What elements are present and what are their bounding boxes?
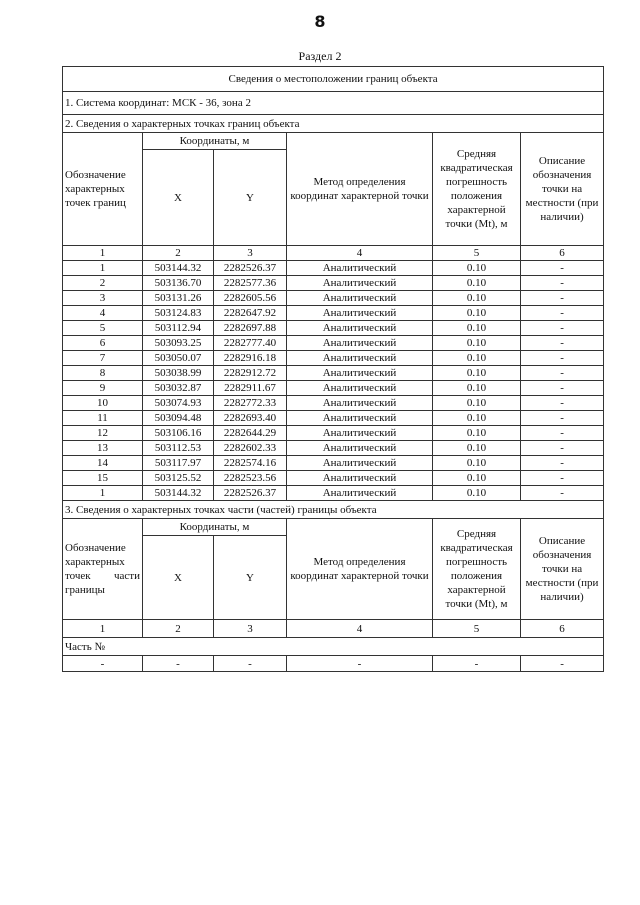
table-row (63, 471, 604, 486)
table-cell: 503144.32 (143, 261, 214, 276)
table-cell: 503074.93 (143, 396, 214, 411)
column-number: 1 (63, 246, 143, 261)
s3-header-error: Средняя квадратическая погрешность положения характерной точки (Mt), м (433, 519, 521, 620)
table-cell: Аналитический (287, 441, 433, 456)
table-cell: 0.10 (433, 321, 521, 336)
section2-title: 2. Сведения о характерных точках границ объекта (63, 115, 604, 133)
s2-header-x: X (143, 150, 214, 246)
table-cell: 9 (63, 381, 143, 396)
table-cell: 2282647.92 (214, 306, 287, 321)
table-cell: 14 (63, 456, 143, 471)
table-cell: Аналитический (287, 381, 433, 396)
table-cell: - (433, 656, 521, 672)
table-row (63, 456, 604, 471)
table-cell: 2282602.33 (214, 441, 287, 456)
table-cell: - (521, 456, 604, 471)
table-cell: 2282526.37 (214, 261, 287, 276)
table-cell: 503131.26 (143, 291, 214, 306)
s3-empty-row (63, 656, 604, 672)
table-row (63, 336, 604, 351)
table-cell: 0.10 (433, 276, 521, 291)
table-cell: 13 (63, 441, 143, 456)
s3-header-description: Описание обозначения точки на местности (при наличии) (521, 519, 604, 620)
table-cell: Аналитический (287, 276, 433, 291)
table-cell: 503125.52 (143, 471, 214, 486)
table-cell: 2 (63, 276, 143, 291)
table-cell: - (521, 441, 604, 456)
column-number: 2 (143, 246, 214, 261)
s2-header-description: Описание обозначения точки на местности (при наличии) (521, 133, 604, 246)
table-row (63, 441, 604, 456)
table-cell: 12 (63, 426, 143, 441)
table-row (63, 291, 604, 306)
table-cell: - (63, 656, 143, 672)
s3-header-x: X (143, 536, 214, 620)
table-cell: 503038.99 (143, 366, 214, 381)
table-cell: 503106.16 (143, 426, 214, 441)
table-cell: 11 (63, 411, 143, 426)
table-cell: 503050.07 (143, 351, 214, 366)
table-cell: 503112.94 (143, 321, 214, 336)
table-cell: - (521, 411, 604, 426)
table-cell: 0.10 (433, 351, 521, 366)
table-row (63, 486, 604, 501)
table-cell: 0.10 (433, 426, 521, 441)
table-cell: - (521, 321, 604, 336)
table-cell: 1 (63, 261, 143, 276)
table-cell: Аналитический (287, 411, 433, 426)
table-cell: Аналитический (287, 261, 433, 276)
table-cell: 2282693.40 (214, 411, 287, 426)
table-cell: 0.10 (433, 486, 521, 501)
table-cell: 3 (63, 291, 143, 306)
table-cell: Аналитический (287, 426, 433, 441)
table-cell: 0.10 (433, 396, 521, 411)
column-number: 6 (521, 620, 604, 638)
table-cell: 2282697.88 (214, 321, 287, 336)
table-cell: Аналитический (287, 291, 433, 306)
table-cell: 5 (63, 321, 143, 336)
column-number: 3 (214, 246, 287, 261)
table-row (63, 396, 604, 411)
table-cell: 2282526.37 (214, 486, 287, 501)
table-cell: 503117.97 (143, 456, 214, 471)
s3-column-numbers (63, 620, 604, 638)
table-cell: 2282577.36 (214, 276, 287, 291)
table-cell: Аналитический (287, 486, 433, 501)
table-cell: 2282523.56 (214, 471, 287, 486)
table-cell: - (521, 276, 604, 291)
table-cell: 2282777.40 (214, 336, 287, 351)
table-row (63, 411, 604, 426)
column-number: 3 (214, 620, 287, 638)
table-cell: - (521, 306, 604, 321)
table-cell: 0.10 (433, 471, 521, 486)
table-cell: Аналитический (287, 366, 433, 381)
table-cell: - (521, 366, 604, 381)
column-number: 1 (63, 620, 143, 638)
table-cell: - (521, 486, 604, 501)
table-cell: Аналитический (287, 351, 433, 366)
table-cell: 2282912.72 (214, 366, 287, 381)
s2-column-numbers (63, 246, 604, 261)
table-cell: 503112.53 (143, 441, 214, 456)
table-cell: 503032.87 (143, 381, 214, 396)
table-cell: Аналитический (287, 456, 433, 471)
table-cell: 8 (63, 366, 143, 381)
table-cell: - (287, 656, 433, 672)
table-cell: 10 (63, 396, 143, 411)
table-cell: 503144.32 (143, 486, 214, 501)
table-cell: - (521, 336, 604, 351)
table-cell: 503094.48 (143, 411, 214, 426)
table-row (63, 321, 604, 336)
section-label: Раздел 2 (298, 49, 342, 63)
table-cell: - (214, 656, 287, 672)
column-number: 6 (521, 246, 604, 261)
table-cell: Аналитический (287, 306, 433, 321)
table-cell: Аналитический (287, 471, 433, 486)
table-cell: 503093.25 (143, 336, 214, 351)
part-label: Часть № (63, 638, 604, 656)
table-row (63, 381, 604, 396)
column-number: 4 (287, 246, 433, 261)
table-cell: Аналитический (287, 321, 433, 336)
column-number: 4 (287, 620, 433, 638)
column-number: 5 (433, 620, 521, 638)
table-cell: - (143, 656, 214, 672)
s3-header-method: Метод определения координат характерной точки (287, 519, 433, 620)
s2-header-error: Средняя квадратическая погрешность положения характерной точки (Mt), м (433, 133, 521, 246)
table-cell: 2282644.29 (214, 426, 287, 441)
s3-header-coords: Координаты, м (143, 519, 287, 536)
table-cell: - (521, 291, 604, 306)
table-cell: Аналитический (287, 396, 433, 411)
table-cell: 2282605.56 (214, 291, 287, 306)
table-cell: 1 (63, 486, 143, 501)
s2-header-method: Метод определения координат характерной точки (287, 133, 433, 246)
table-row (63, 351, 604, 366)
table-row (63, 276, 604, 291)
table-cell: 7 (63, 351, 143, 366)
table-cell: 0.10 (433, 306, 521, 321)
s2-header-designation: Обозначение характерных точек границ (63, 133, 143, 246)
table-row (63, 306, 604, 321)
table-cell: 0.10 (433, 366, 521, 381)
table-cell: 0.10 (433, 261, 521, 276)
table-cell: 0.10 (433, 336, 521, 351)
page-number: 8 (314, 12, 326, 31)
column-number: 2 (143, 620, 214, 638)
table-cell: 0.10 (433, 381, 521, 396)
table-cell: 503136.70 (143, 276, 214, 291)
table-cell: 0.10 (433, 411, 521, 426)
table-cell: - (521, 426, 604, 441)
table-cell: - (521, 396, 604, 411)
table-title: Сведения о местоположении границ объекта (63, 67, 604, 92)
table-cell: 503124.83 (143, 306, 214, 321)
table-row (63, 366, 604, 381)
table-cell: 2282911.67 (214, 381, 287, 396)
table-cell: 0.10 (433, 291, 521, 306)
table-cell: 2282916.18 (214, 351, 287, 366)
table-cell: - (521, 381, 604, 396)
table-cell: Аналитический (287, 336, 433, 351)
table-cell: 6 (63, 336, 143, 351)
table-cell: 0.10 (433, 456, 521, 471)
table-cell: - (521, 656, 604, 672)
s2-data-body (63, 261, 604, 501)
section3-title: 3. Сведения о характерных точках части (частей) границы объекта (63, 501, 604, 519)
table-row (63, 261, 604, 276)
table-cell: - (521, 471, 604, 486)
table-cell: - (521, 351, 604, 366)
s3-header-y: Y (214, 536, 287, 620)
table-cell: 0.10 (433, 441, 521, 456)
s3-header-designation: Обозначение характерных точек части границы (63, 519, 143, 620)
table-cell: 15 (63, 471, 143, 486)
s2-header-coords: Координаты, м (143, 133, 287, 150)
table-cell: 2282574.16 (214, 456, 287, 471)
boundary-table (62, 66, 604, 672)
s2-header-y: Y (214, 150, 287, 246)
table-cell: 2282772.33 (214, 396, 287, 411)
column-number: 5 (433, 246, 521, 261)
coordinate-system: 1. Система координат: МСК - 36, зона 2 (63, 92, 604, 115)
table-cell: 4 (63, 306, 143, 321)
table-cell: - (521, 261, 604, 276)
table-row (63, 426, 604, 441)
